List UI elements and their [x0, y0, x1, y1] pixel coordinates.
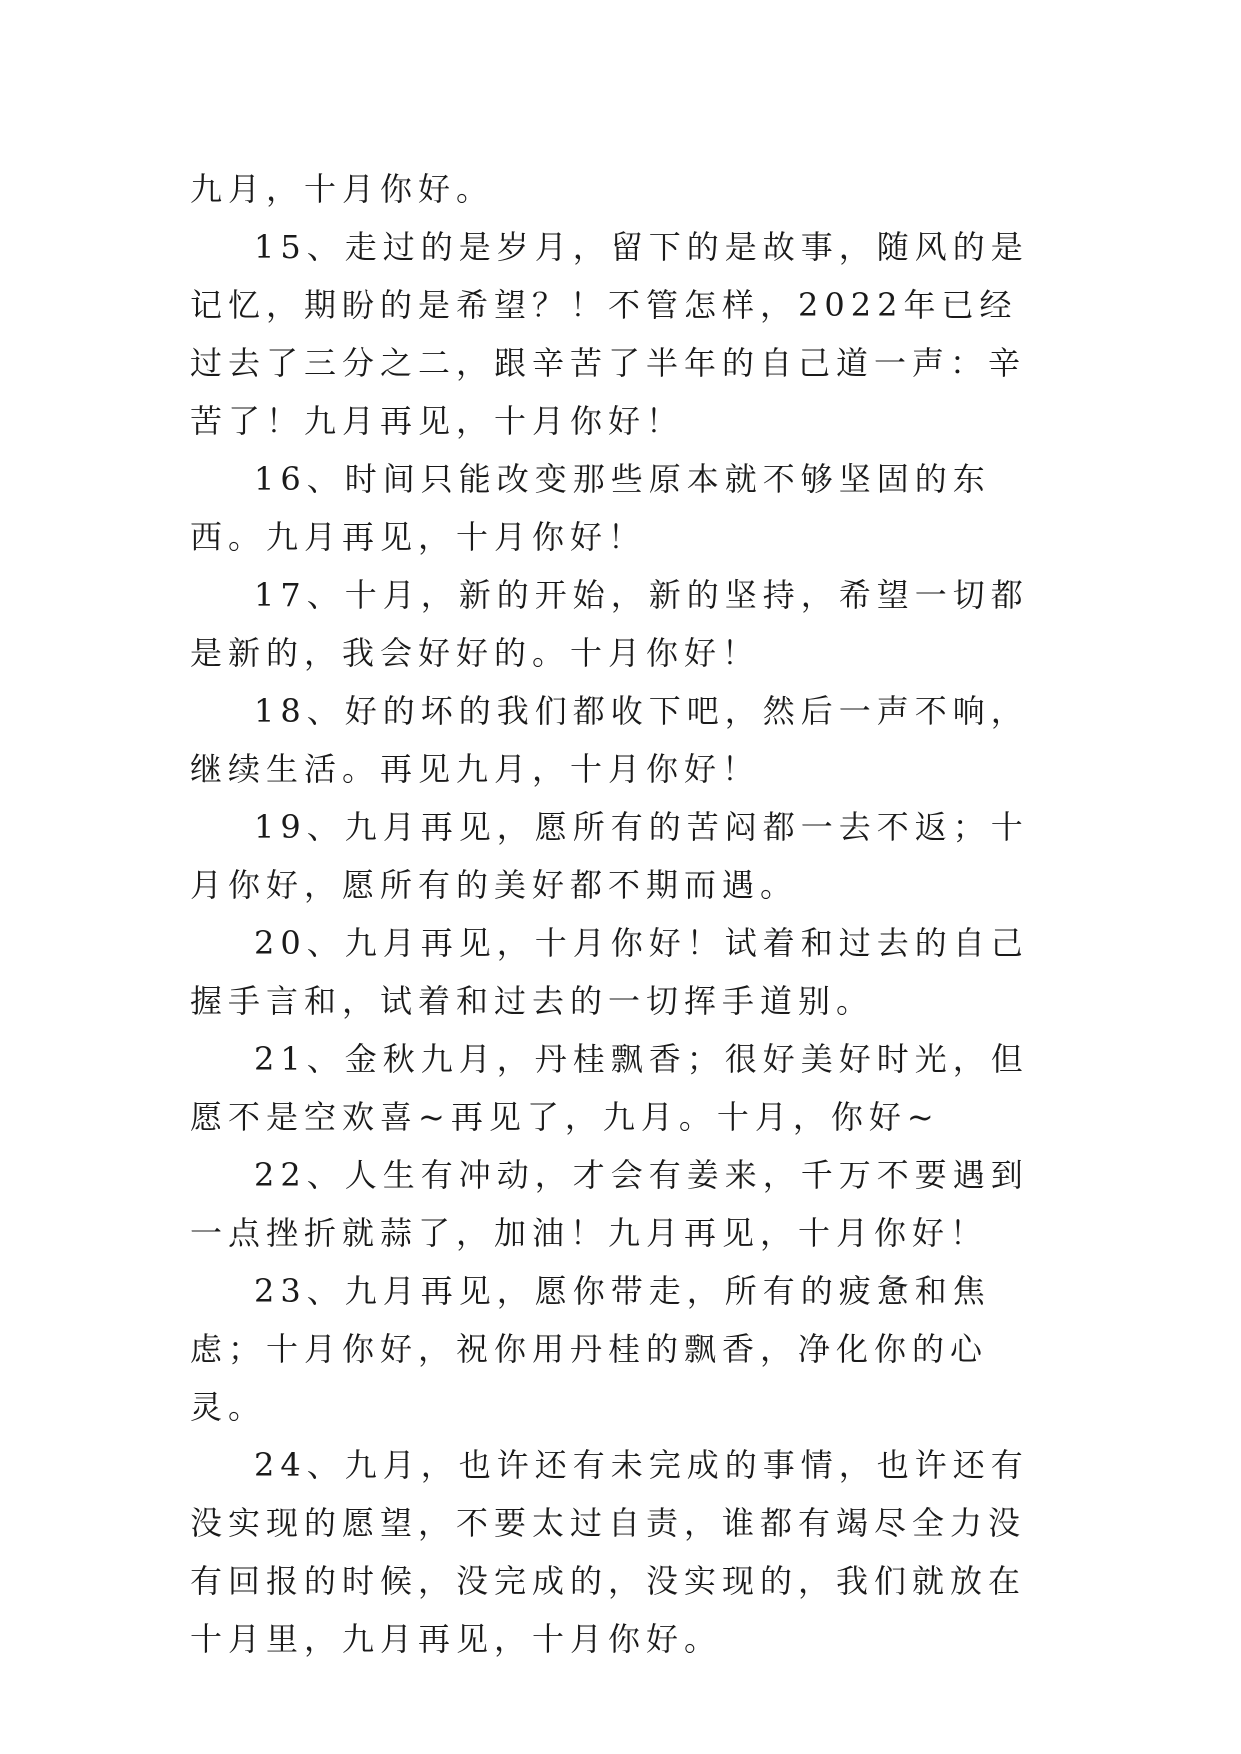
- paragraph-24: 24、九月，也许还有未完成的事情，也许还有没实现的愿望，不要太过自责，谁都有竭尽全力没有回报的时候，没完成的，没实现的，我们就放在十月里，九月再见，十月你好。: [190, 1446, 1029, 1658]
- paragraph-15: 15、走过的是岁月，留下的是故事，随风的是记忆，期盼的是希望？！不管怎样，2022年已经过去了三分之二，跟辛苦了半年的自己道一声：辛苦了！九月再见，十月你好！: [190, 228, 1029, 440]
- paragraph-22: 22、人生有冲动，才会有姜来，千万不要遇到一点挫折就蒜了，加油！九月再见，十月你好！: [190, 1156, 1029, 1252]
- document-body: [190, 160, 1050, 1668]
- paragraph-20: 20、九月再见，十月你好！试着和过去的自己握手言和，试着和过去的一切挥手道别。: [190, 924, 1029, 1020]
- paragraph-19: 19、九月再见，愿所有的苦闷都一去不返；十月你好，愿所有的美好都不期而遇。: [190, 808, 1029, 904]
- paragraph-continuation: 九月，十月你好。: [190, 170, 495, 208]
- paragraph-16: 16、时间只能改变那些原本就不够坚固的东西。九月再见，十月你好！: [190, 460, 991, 556]
- paragraph-18: 18、好的坏的我们都收下吧，然后一声不响，继续生活。再见九月，十月你好！: [190, 692, 1029, 788]
- paragraph-21: 21、金秋九月，丹桂飘香；很好美好时光，但愿不是空欢喜~再见了，九月。十月，你好~: [190, 1040, 1029, 1136]
- paragraph-23: 23、九月再见，愿你带走，所有的疲惫和焦虑；十月你好，祝你用丹桂的飘香，净化你的心灵。: [190, 1272, 991, 1426]
- paragraph-17: 17、十月，新的开始，新的坚持，希望一切都是新的，我会好好的。十月你好！: [190, 576, 1029, 672]
